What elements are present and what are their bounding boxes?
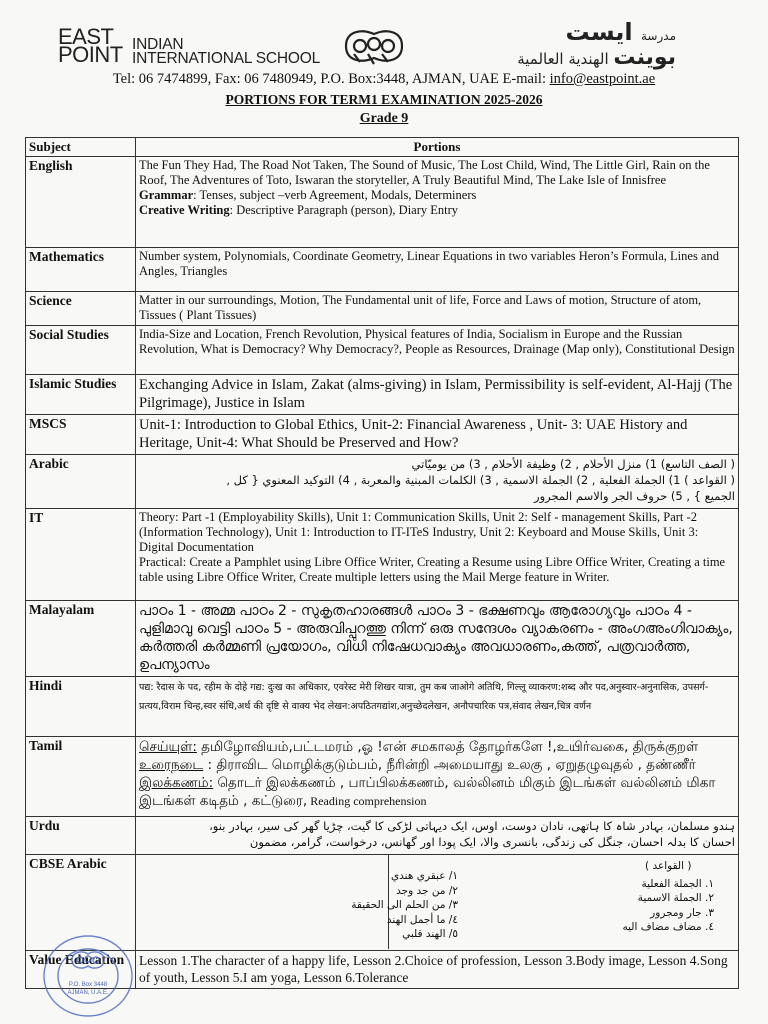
subject-cbse-arabic: CBSE Arabic	[26, 855, 136, 951]
list-item: ٤/ ما أجمل الهند	[386, 913, 458, 926]
logo-ar-east: ايست	[565, 18, 633, 46]
subject-tamil: Tamil	[26, 737, 136, 817]
cbse-lessons-list	[351, 869, 458, 942]
list-item: ٣. جار ومجرور	[650, 906, 714, 919]
portions-arabic	[136, 455, 739, 509]
logo-point: POINT	[58, 42, 123, 67]
cbse-grammar-list	[622, 859, 714, 935]
table-header-row	[26, 138, 739, 157]
logo-indian: INDIAN	[132, 36, 184, 53]
subject-mathematics: Mathematics	[26, 248, 136, 292]
subject-it: IT	[26, 509, 136, 601]
portions-mathematics: Number system, Polynomials, Coordinate Geometry, Linear Equations in two variables Heron’s Formula, Lines and Angles, Triangles	[136, 248, 739, 292]
english-grammar	[139, 188, 735, 203]
logo-ar-point: بوينت	[613, 45, 676, 70]
table-row	[26, 817, 739, 855]
grade-label: Grade 9	[359, 111, 409, 126]
list-item: ٢. الجملة الاسمية	[637, 892, 714, 904]
list-item: ١/ عبقري هندي	[390, 870, 458, 882]
arabic-line-3: الجميع } , 5) حروف الجر والاسم المجرور	[534, 489, 735, 503]
portions-cbse-arabic	[136, 855, 739, 951]
portions-tamil	[136, 737, 739, 817]
table-row	[26, 248, 739, 292]
table-row	[26, 677, 739, 737]
list-item: ٣/ من الحلم الى الحقيقة	[351, 899, 458, 911]
list-item: ٢/ من جد وجد	[396, 884, 458, 897]
list-item: ٤. مضاف مضاف اليه	[622, 921, 714, 933]
table-row	[26, 292, 739, 326]
subject-value-education: Value Education	[26, 951, 136, 989]
english-writing	[139, 203, 735, 218]
stamp-po-box: P.O. Box 3448	[68, 982, 108, 988]
portions-mscs: Unit-1: Introduction to Global Ethics, Unit-2: Financial Awareness , Unit- 3: UAE History and Heritage, Unit-4: What Should be Preserved and How?	[136, 415, 739, 455]
subject-hindi: Hindi	[26, 677, 136, 737]
creative-writing-topics: : Descriptive Paragraph (person), Diary Entry	[229, 203, 459, 217]
cbse-grammar-heading: ( القواعد )	[645, 860, 692, 872]
subject-english: English	[26, 157, 136, 248]
logo-ar-school-word: مدرسة	[640, 29, 676, 43]
tamil-poetry-label: செய்யுள்:	[139, 739, 197, 755]
contact-details: Tel: 06 7474899, Fax: 06 7480949, P.O. Box:3448, AJMAN, UAE E-mail:	[112, 71, 550, 87]
document-title: PORTIONS FOR TERM1 EXAMINATION 2025-2026	[225, 92, 543, 107]
portions-hindi: पद्य: रैदास के पद, रहीम के दोहे गद्य: दुःख का अधिकार, एवरेस्ट मेरी शिखर यात्रा, तुम कब जाओगे अतिथि, गिल्लू व्याकरण:शब्द और पद,अनुस्वार-अनुनासिक, उपसर्ग-प्रत्यय,विराम चिन्ह,स्वर संधि,अर्थ की दृष्टि से वाक्य भेद लेखन:अपठितगद्यांश,अनुच्छेदलेखन, अनौपचारिक पत्र,संवाद लेखन,चित्र वर्णन	[136, 677, 739, 737]
tamil-prose-label: உரைநடை	[139, 757, 204, 773]
subject-mscs: MSCS	[26, 415, 136, 455]
school-logo-arabic	[517, 20, 676, 69]
logo-international-school: INTERNATIONAL SCHOOL	[132, 50, 321, 67]
table-row	[26, 415, 739, 455]
it-theory: Theory: Part -1 (Employability Skills), Unit 1: Communication Skills, Unit 2: Self - management Skills, Part -2 (Information Technology), Unit 1: Introduction to IT-ITeS Industry, Unit 2: Keyboard and Mouse Skills, Unit 3: Digital Documentation	[139, 510, 699, 554]
column-header-portions: Portions	[136, 138, 739, 157]
creative-writing-label: Creative Writing	[139, 203, 230, 217]
english-lessons: The Fun They Had, The Road Not Taken, The Sound of Music, The Lost Child, Wind, The Little Girl, Rain on the Roof, The Adventures of Toto, Iswaran the storyteller, A Truly Beautiful Mind, The Lake Isle of Innisfree	[139, 158, 710, 187]
subject-islamic-studies: Islamic Studies	[26, 375, 136, 415]
column-header-subject: Subject	[26, 138, 136, 157]
email-link[interactable]: info@eastpoint.ae	[549, 71, 656, 87]
subject-arabic: Arabic	[26, 455, 136, 509]
school-emblem-icon	[340, 24, 408, 68]
arabic-line-2: ( القواعد ) 1) الجملة الفعلية , 2) الجملة الاسمية , 3) الكلمات المبنية والمعربة , 4) التوكيد المعنوي { كل ,	[226, 473, 735, 487]
list-item: ٥/ الهند قلبي	[402, 928, 458, 940]
table-row	[26, 375, 739, 415]
stamp-location: AJMAN, U.A.E.	[67, 990, 109, 996]
table-row	[26, 157, 739, 248]
table-row	[26, 455, 739, 509]
tamil-reading-comprehension: Reading comprehension	[307, 794, 427, 808]
school-seal-stamp	[42, 934, 134, 1018]
portions-urdu	[136, 817, 739, 855]
urdu-line-1: ہندو مسلمان، بہادر شاہ کا ہاتھی، نادان دوست، اوس، ایک دیہاتی لڑکی کا گیت، چڑیا گھر کی سیر، بہادر بنو،	[209, 819, 735, 833]
it-practical: Practical: Create a Pamphlet using Libre Office Writer, Creating a Resume using Libre Office Writer, Creating a time table using Libre Office Writer, Create multiple letters using the Mail Merge feature in Writer.	[139, 555, 726, 584]
table-row	[26, 601, 739, 677]
subject-science: Science	[26, 292, 136, 326]
portions-social-studies: India-Size and Location, French Revolution, Physical features of India, Socialism in Europe and the Russian Revolution, What is Democracy? Why Democracy?, People as Resources, Drainage (Map only), Constitutional Design	[136, 326, 739, 375]
subject-malayalam: Malayalam	[26, 601, 136, 677]
portions-english	[136, 157, 739, 248]
portions-value-education: Lesson 1.The character of a happy life, Lesson 2.Choice of profession, Lesson 3.Body image, Lesson 4.Song of youth, Lesson 5.I am yoga, Lesson 6.Tolerance	[136, 951, 739, 989]
tamil-grammar-label: இலக்கணம்:	[139, 775, 214, 791]
arabic-line-1: ( الصف التاسع) 1) منزل الأحلام , 2) وظيفة الأحلام , 3) من يوميّاتي	[411, 457, 735, 471]
tamil-grammar: தொடர் இலக்கணம் , பாப்பிலக்கணம், வல்லினம் மிகும் இடங்கள் வல்லினம் மிகா இடங்கள் கடிதம் , கட்டுரை,	[139, 775, 716, 809]
table-row	[26, 509, 739, 601]
subject-social-studies: Social Studies	[26, 326, 136, 375]
portions-table	[25, 137, 739, 989]
logo-ar-subtitle: الهندية العالمية	[517, 50, 609, 68]
urdu-line-2: احسان کا بدلہ احسان، جنگل کی زندگی، بانسری والا، ایک پودا اور گھانس، درخواست، گرامر، مضمون	[249, 835, 735, 849]
portions-it	[136, 509, 739, 601]
grammar-topics: : Tenses, subject –verb Agreement, Modals, Determiners	[193, 188, 477, 202]
logo-east: EAST	[58, 24, 114, 49]
tamil-prose: : திராவிட மொழிக்குடும்பம், நீரின்றி அமையாது உலகு , ஏறுதழுவுதல் , தண்ணீர்	[203, 757, 696, 773]
tamil-poetry: தமிழோவியம்,பட்டமரம் ,ஓ !என் சமகாலத் தோழர்களே !,உயிர்வகை, திருக்குறள்	[196, 739, 699, 755]
portions-science: Matter in our surroundings, Motion, The Fundamental unit of life, Force and Laws of motion, Structure of atom, Tissues ( Plant Tissues)	[136, 292, 739, 326]
table-row	[26, 326, 739, 375]
grammar-label: Grammar	[139, 188, 194, 202]
subject-urdu: Urdu	[26, 817, 136, 855]
portions-malayalam: പാഠം 1 - അമ്മ പാഠം 2 - സുകൃതഹാരങ്ങൾ പാഠം 3 - ഭക്ഷണവും ആരോഗ്യവും പാഠം 4 - പുളിമാവു വെട്ടി പാഠം 5 - അരുവിപ്പുറത്തു നിന്ന് ഒരു സന്ദേശം വ്യാകരണം - അംഗഅംഗിവാക്യം, കർത്തരി കർമ്മണി പ്രയോഗം, വിധി നിഷേധവാക്യം അവധാരണം,കത്ത്, പത്രവാർത്ത, ഉപന്യാസം	[136, 601, 739, 677]
table-row	[26, 737, 739, 817]
contact-line	[0, 71, 768, 88]
portions-islamic-studies: Exchanging Advice in Islam, Zakat (alms-giving) in Islam, Permissibility is self-evident, Al-Hajj (The Pilgrimage), Justice in Islam	[136, 375, 739, 415]
list-item: ١. الجملة الفعلية	[641, 877, 714, 890]
